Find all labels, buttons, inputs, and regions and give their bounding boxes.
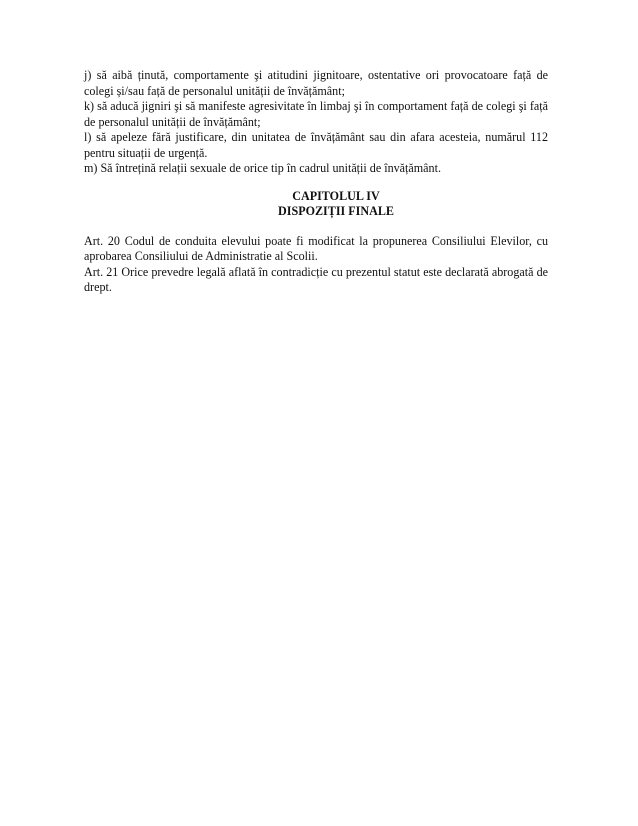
list-item-m: m) Să întrețină relații sexuale de orice tip în cadrul unității de învățământ. [84,161,441,175]
chapter-number: CAPITOLUL IV [292,188,380,203]
chapter-heading [84,189,548,220]
article-21: Art. 21 Orice prevedre legală aflată în contradicție cu prezentul statut este declarată abrogată de drept. [84,264,548,294]
document-body [84,68,548,296]
article-20: Art. 20 Codul de conduita elevului poate fi modificat la propunerea Consiliului Elevilor, cu aprobarea Consiliului de Administratie al Scolii. [84,233,548,263]
chapter-title: DISPOZIȚII FINALE [278,204,394,218]
list-item-j: j) să aibă ținută, comportamente şi atitudini jignitoare, ostentative ori provocatoare față de colegi și/sau față de personalul unității de învățământ; [84,68,548,98]
list-item-k: k) să aducă jigniri şi să manifeste agresivitate în limbaj şi în comportament față de colegi şi față de personalul unității de învățământ; [84,99,548,129]
list-item-l: l) să apeleze fără justificare, din unitatea de învățământ sau din afara acesteia, numărul 112 pentru situații de urgență. [84,130,548,160]
